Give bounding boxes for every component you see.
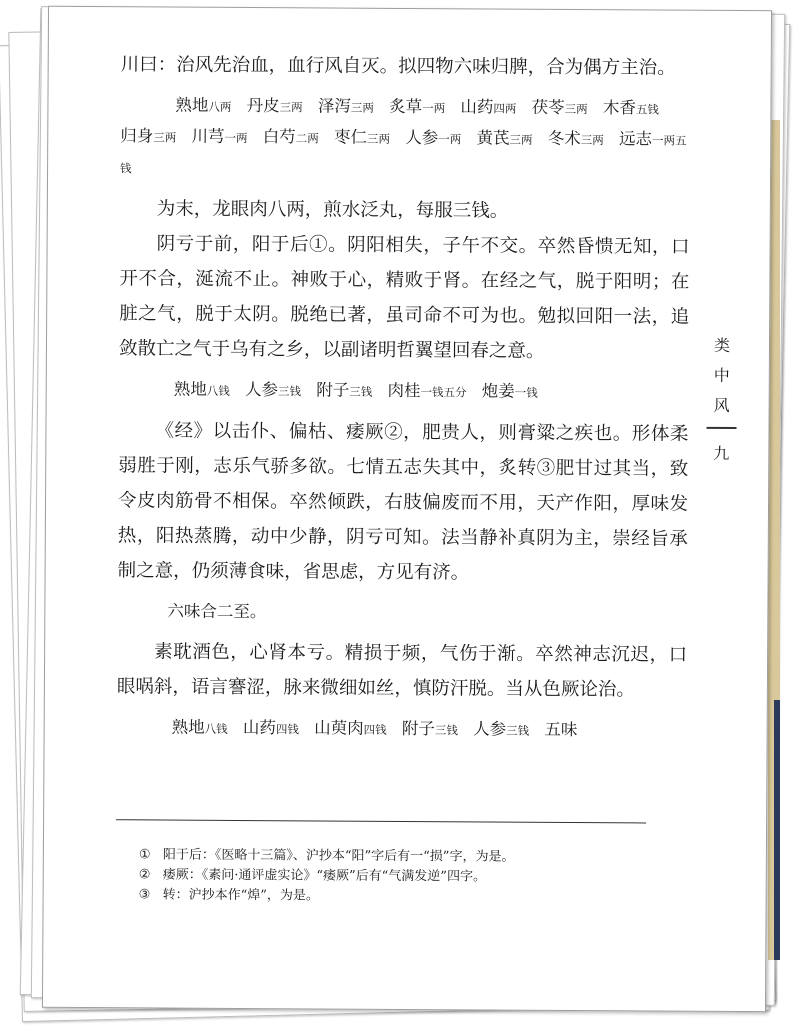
herb-name: 人参 — [244, 380, 279, 400]
herb-item — [460, 97, 516, 116]
paragraph-1: 川曰：治风先治血，血行风自灭。拟四物六味归脾，合为偶方主治。 — [120, 54, 676, 79]
formula-3: 六味合二至。 — [167, 601, 267, 622]
herb-item — [482, 381, 538, 400]
herb-item — [473, 719, 529, 738]
herb-name: 川芎 — [191, 126, 225, 146]
herb-dose: 二两 — [295, 131, 319, 146]
herb-name: 炙草 — [389, 96, 423, 117]
herb-item — [247, 96, 303, 115]
herb-item — [191, 127, 247, 146]
herb-item — [603, 98, 659, 117]
herb-item — [175, 96, 231, 115]
formula-4-tail: 五味 — [544, 719, 578, 740]
section-char-2: 中 — [713, 365, 730, 385]
herb-item — [314, 718, 387, 737]
herb-dose: 一钱 — [514, 385, 538, 400]
herb-name: 冬术 — [547, 128, 581, 149]
herb-item — [174, 380, 230, 399]
running-header — [706, 331, 737, 469]
herb-item — [243, 718, 299, 737]
header-rule — [706, 427, 736, 429]
page-number: 九 — [713, 443, 730, 463]
herb-name: 丹皮 — [246, 96, 280, 116]
herb-item — [387, 381, 466, 400]
footnote-text: 阳于后：《医略十三篇》、沪抄本“阳”字后有一“损”字，为是。 — [162, 847, 515, 865]
page-body — [117, 47, 691, 754]
herb-item — [402, 719, 458, 738]
herb-dose: 三钱 — [434, 723, 458, 738]
herb-dose: 一两 — [224, 130, 248, 146]
book-cover-edge — [774, 700, 780, 960]
herb-item — [318, 96, 374, 115]
herb-item — [263, 127, 319, 146]
footnote-mark: ② — [138, 867, 151, 883]
herb-dose: 三钱 — [277, 384, 302, 399]
herb-item — [172, 718, 228, 737]
herb-item — [245, 380, 301, 399]
footnote-mark: ③ — [138, 887, 151, 903]
herb-item — [405, 128, 461, 147]
herb-item — [476, 128, 532, 147]
footnote-text: 转：沪抄本作“㷆”，为是。 — [162, 887, 319, 904]
herb-dose: 四钱 — [363, 722, 387, 737]
herb-dose: 三两 — [153, 130, 177, 145]
herb-name: 熟地 — [175, 95, 209, 115]
herb-name: 山萸肉 — [314, 718, 364, 738]
herb-dose: 三两 — [350, 100, 374, 115]
herb-item — [532, 98, 588, 117]
herb-dose: 三钱 — [506, 723, 530, 738]
herb-name: 熟地 — [173, 379, 207, 399]
herb-name: 熟地 — [171, 717, 205, 737]
herb-item — [334, 128, 390, 147]
herb-name: 附子 — [316, 380, 350, 400]
herb-dose: 八钱 — [204, 721, 228, 736]
herb-dose: 三两 — [279, 100, 303, 115]
herb-dose: 三两 — [509, 132, 533, 147]
herb-dose: 一钱五分 — [420, 385, 467, 400]
herb-name: 木香 — [602, 98, 637, 118]
herb-dose: 四两 — [493, 101, 517, 116]
footnotes — [139, 845, 699, 908]
herb-item — [120, 126, 176, 145]
herb-item — [548, 129, 604, 148]
formula-1 — [120, 90, 691, 186]
herb-name: 远志 — [618, 129, 653, 149]
herb-name: 山药 — [242, 718, 276, 738]
herb-dose: 八钱 — [206, 383, 230, 398]
footnote — [139, 885, 699, 908]
herb-name: 肉桂 — [387, 380, 421, 401]
footnote-mark: ① — [138, 847, 151, 863]
herb-name: 人参 — [405, 127, 439, 148]
herb-name: 泽泻 — [317, 96, 352, 116]
herb-dose: 三两 — [564, 101, 588, 117]
herb-name: 炮姜 — [481, 381, 515, 401]
footnote-text: 痿厥：《素问·通评虚实论》“痿厥”后有“气满发逆”四字。 — [162, 867, 487, 885]
herb-name: 附子 — [401, 718, 435, 739]
formula-1-note: 为末，龙眼肉八两，煎水泛丸，每服三钱。 — [156, 198, 509, 222]
herb-name: 人参 — [473, 719, 507, 739]
herb-item — [316, 380, 372, 399]
section-char-1: 类 — [713, 335, 731, 355]
book-page — [42, 6, 772, 1012]
herb-name: 山药 — [460, 97, 494, 117]
herb-dose: 一两 — [422, 101, 446, 116]
footnote-divider — [116, 819, 646, 823]
herb-name: 归身 — [120, 126, 154, 146]
herb-dose: 三两 — [580, 133, 604, 148]
herb-name: 白芍 — [262, 127, 296, 147]
paragraph-4: 素耽酒色，心肾本亏。精损于频，气伤于渐。卒然神志沉迟，口眼㖞斜，语言謇涩，脉来微细如丝，慎防汗脱。当从色厥论治。 — [116, 641, 688, 701]
herb-item — [389, 97, 445, 116]
herb-dose: 三两 — [366, 131, 391, 146]
herb-dose: 八两 — [208, 99, 232, 114]
herb-name: 茯苓 — [531, 97, 565, 117]
herb-dose: 三钱 — [349, 384, 373, 399]
herb-dose: 一两五钱 — [120, 133, 687, 176]
herb-name: 黄芪 — [476, 128, 510, 148]
herb-dose: 四钱 — [275, 722, 299, 737]
formula-4 — [117, 712, 687, 746]
herb-dose: 五钱 — [635, 102, 659, 117]
paragraph-3: 《经》以击仆、偏枯、痿厥②，肥贵人，则膏粱之疾也。形体柔弱胜于刚，志乐气骄多欲。七情五志失其中，炙转③肥甘过其当，致令皮肉筋骨不相保。卒然倾跌，右肢偏废而不用，天产作阳，厚味发热，阳热蒸腾，动中少静，阴亏可知。法当静补真阴为主，崇经旨承制之意，仍须薄食味，省思虑，方见有济。 — [117, 420, 689, 584]
herb-dose: 一两 — [438, 132, 462, 147]
paragraph-2: 阴亏于前，阳于后①。阴阳相失，子午不交。卒然昏愦无知，口开不合，涎流不止。神败于心，精败于肾。在经之气，脱于阳明；在脏之气，脱于太阴。脱绝已著，虽司命不可为也。勉拟回阳一法，追敛散亡之气于乌有之乡，以副诸明哲翼望回春之意。 — [118, 233, 690, 362]
herb-name: 枣仁 — [333, 127, 368, 147]
section-char-3: 风 — [713, 395, 730, 415]
formula-2 — [119, 374, 689, 408]
